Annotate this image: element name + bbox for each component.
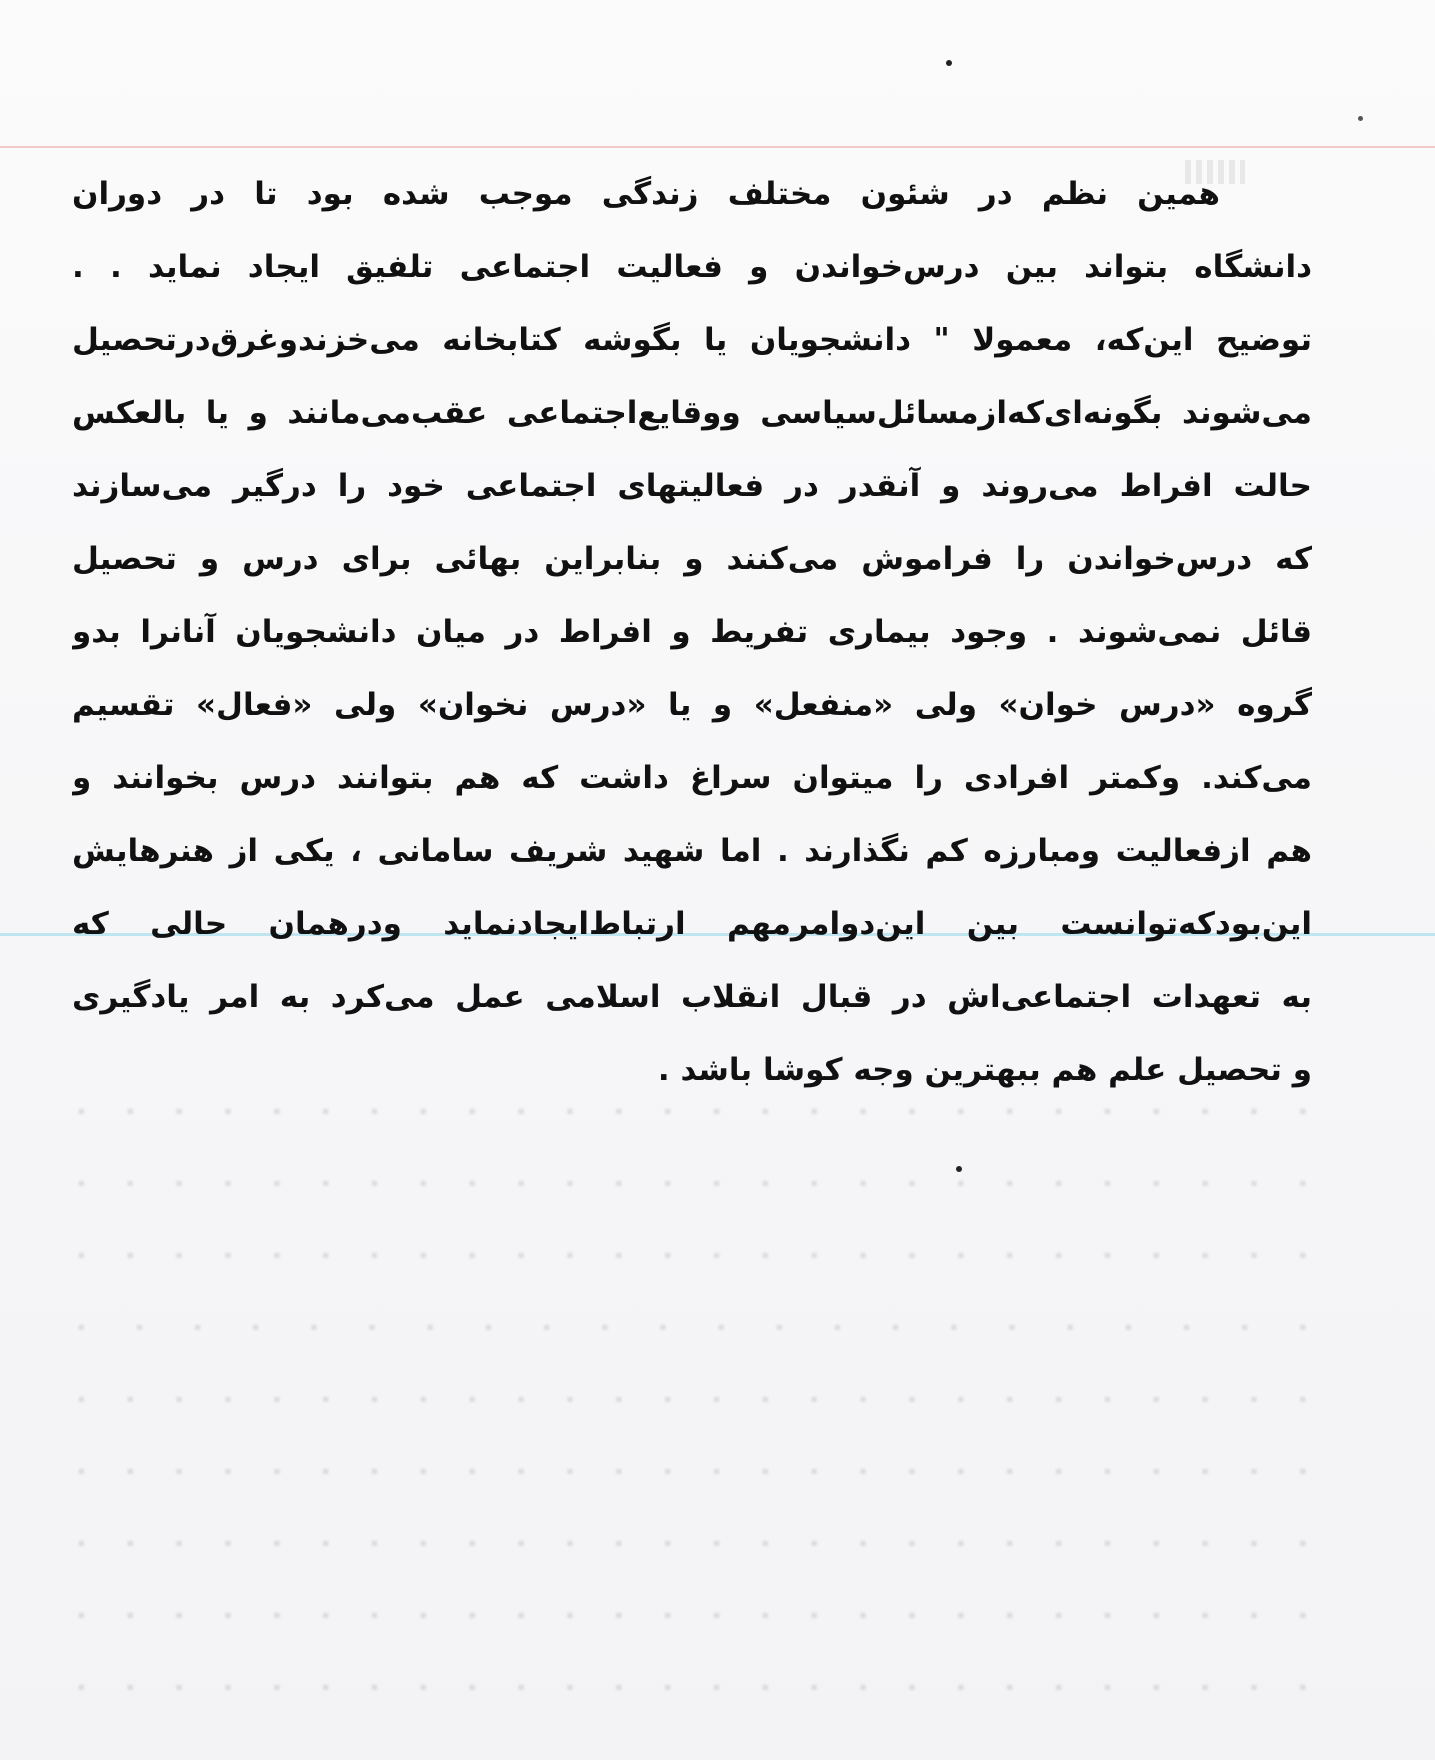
text-line: دانشگاه بتواند بین درس‌خواندن و فعالیت اجتماعی تلفیق ایجاد نماید . . [72,249,1312,285]
text-line: گروه «درس خوان» ولی «منفعل» و یا «درس نخوان» ولی «فعال» تقسیم [72,687,1312,723]
text-line: می‌کند. وکمتر افرادی را میتوان سراغ داشت که هم بتوانند درس بخوانند و [72,760,1312,796]
text-line: قائل نمی‌شوند . وجود بیماری تفریط و افراط در میان دانشجویان آنانرا بدو [72,614,1312,650]
text-line: این‌بودکه‌توانست بین این‌دوامرمهم ارتباط‌ایجادنماید ودرهمان حالی که [72,906,1312,942]
top-dot-mark [946,60,952,66]
scan-artifact-red-line [0,146,1435,148]
bleed-through-line: ۰ ۰ ۰ ۰ ۰ ۰ ۰ ۰ ۰ ۰ ۰ ۰ ۰ ۰ ۰ ۰ ۰ ۰ ۰ ۰ ۰ ۰ ۰ ۰ ۰ ۰ [72,1525,1312,1560]
bleed-through-line: ۰ ۰ ۰ ۰ ۰ ۰ ۰ ۰ ۰ ۰ ۰ ۰ ۰ ۰ ۰ ۰ ۰ ۰ ۰ ۰ ۰ ۰ ۰ ۰ ۰ ۰ [72,1165,1312,1200]
bleed-through-line: ۰ ۰ ۰ ۰ ۰ ۰ ۰ ۰ ۰ ۰ ۰ ۰ ۰ ۰ ۰ ۰ ۰ ۰ ۰ ۰ ۰ ۰ ۰ ۰ ۰ ۰ [72,1093,1312,1128]
text-line: هم ازفعالیت ومبارزه کم نگذارند . اما شهید شریف سامانی ، یکی از هنرهایش [72,833,1312,869]
text-line: می‌شوند بگونه‌ای‌که‌ازمسائل‌سیاسی ووقایع‌اجتماعی عقب‌می‌مانند و یا بالعکس [72,395,1312,431]
bleed-through-line: ۰ ۰ ۰ ۰ ۰ ۰ ۰ ۰ ۰ ۰ ۰ ۰ ۰ ۰ ۰ ۰ ۰ ۰ ۰ ۰ ۰ ۰ ۰ ۰ ۰ ۰ [72,1597,1312,1632]
bleed-through-line: ۰ ۰ ۰ ۰ ۰ ۰ ۰ ۰ ۰ ۰ ۰ ۰ ۰ ۰ ۰ ۰ ۰ ۰ ۰ ۰ ۰ ۰ ۰ ۰ ۰ ۰ [72,1237,1312,1272]
margin-dot-mark [1358,116,1363,121]
bleed-through-text [72,1075,1312,1723]
bleed-through-line: ۰ ۰ ۰ ۰ ۰ ۰ ۰ ۰ ۰ ۰ ۰ ۰ ۰ ۰ ۰ ۰ ۰ ۰ ۰ ۰ ۰ ۰ ۰ ۰ ۰ ۰ [72,1453,1312,1488]
paragraph [72,158,1312,1107]
bleed-through-line: ۰ ۰ ۰ ۰ ۰ ۰ ۰ ۰ ۰ ۰ ۰ ۰ ۰ ۰ ۰ ۰ ۰ ۰ ۰ ۰ ۰ ۰ ۰ ۰ ۰ ۰ [72,1669,1312,1704]
text-line: که درس‌خواندن را فراموش می‌کنند و بنابراین بهائی برای درس و تحصیل [72,541,1312,577]
bleed-through-line: ۰ ۰ ۰ ۰ ۰ ۰ ۰ ۰ ۰ ۰ ۰ ۰ ۰ ۰ ۰ ۰ ۰ ۰ ۰ ۰ ۰ ۰ ۰ ۰ ۰ ۰ [72,1381,1312,1416]
text-line: و تحصیل علم هم ببهترین وجه کوشا باشد . [657,1052,1312,1088]
bleed-through-line: ۰ ۰ ۰ ۰ ۰ ۰ ۰ ۰ ۰ ۰ ۰ ۰ ۰ ۰ ۰ ۰ ۰ ۰ ۰ ۰ ۰ ۰ [72,1309,1312,1344]
text-line: حالت افراط‌ می‌روند و آنقدر در فعالیتهای اجتماعی خود را درگیر می‌سازند [72,468,1312,504]
text-line: توضیح این‌که، معمولا " دانشجویان یا بگوشه کتابخانه می‌خزندوغرق‌درتحصیل [72,322,1312,358]
end-dot-mark [956,1166,962,1172]
text-line: به تعهدات اجتماعی‌اش در قبال انقلاب اسلامی عمل می‌کرد به امر یادگیری [72,979,1312,1015]
text-line: همین نظم در شئون مختلف زندگی موجب شده بود تا در دوران [72,176,1220,212]
